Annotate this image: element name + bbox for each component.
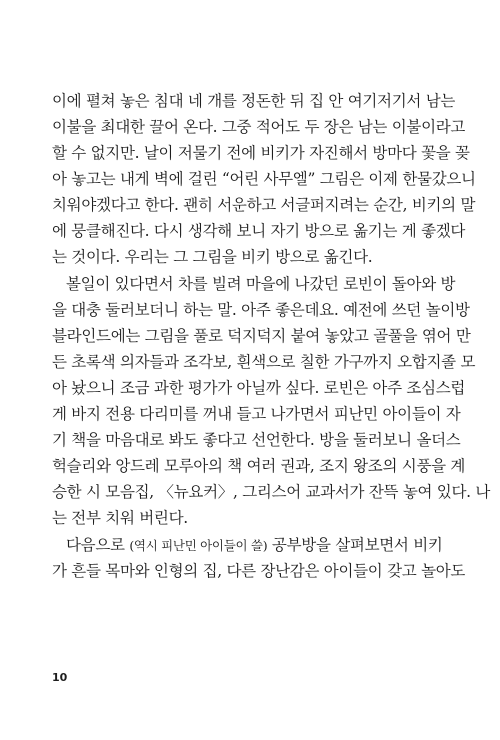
- text-line-18-start: 다음으로: [66, 536, 125, 554]
- text-line-17: 는 전부 치워 버린다.: [52, 509, 188, 527]
- text-line-18: [52, 535, 443, 555]
- page-number: 10: [52, 671, 68, 684]
- text-line-15: 헉슬리와 앙드레 모루아의 책 여러 권과, 조지 왕조의 시풍을 계: [52, 457, 466, 475]
- text-line-16: 승한 시 모음집, 〈뉴요커〉, 그리스어 교과서가 잔뜩 놓여 있다. 나: [52, 483, 491, 501]
- text-line-9: 을 대충 둘러보더니 하는 말. 아주 좋은데요. 예전에 쓰던 놀이방: [52, 301, 470, 319]
- text-line-6: 에 뭉클해진다. 다시 생각해 보니 자기 방으로 옮기는 게 좋겠다: [52, 222, 466, 240]
- text-line-2: 이불을 최대한 끌어 온다. 그중 적어도 두 장은 남는 이불이라고: [52, 118, 466, 136]
- text-line-8: 볼일이 있다면서 차를 빌려 마을에 나갔던 로빈이 돌아와 방: [66, 275, 456, 293]
- text-line-18-end: 공부방을 살펴보면서 비키: [271, 536, 443, 554]
- text-line-11: 든 초록색 의자들과 조각보, 흰색으로 칠한 가구까지 오합지졸 모: [52, 353, 476, 371]
- text-line-18-parenthetical: (역시 피난민 아이들이 쓸): [129, 538, 268, 553]
- text-line-1: 이에 펼쳐 놓은 침대 네 개를 정돈한 뒤 집 안 여기저기서 남는: [52, 92, 456, 110]
- text-line-19: 가 흔들 목마와 인형의 집, 다른 장난감은 아이들이 갖고 놀아도: [52, 562, 466, 580]
- text-line-10: 블라인드에는 그림을 풀로 덕지덕지 붙여 놓았고 골풀을 엮어 만: [52, 327, 471, 345]
- text-line-13: 게 바지 전용 다리미를 꺼내 들고 나가면서 피난민 아이들이 자: [52, 405, 461, 423]
- text-line-5: 치워야겠다고 한다. 괜히 서운하고 서글퍼지려는 순간, 비키의 말: [52, 196, 476, 214]
- text-line-7: 는 것이다. 우리는 그 그림을 비키 방으로 옮긴다.: [52, 248, 373, 266]
- text-line-3: 할 수 없지만. 날이 저물기 전에 비키가 자진해서 방마다 꽃을 꽂: [52, 144, 470, 162]
- text-line-4: 아 놓고는 내게 벽에 걸린 “어린 사무엘” 그림은 이제 한물갔으니: [52, 170, 476, 188]
- text-line-14: 기 책을 마음대로 봐도 좋다고 선언한다. 방을 둘러보니 올더스: [52, 431, 461, 449]
- text-line-12: 아 놨으니 조금 과한 평가가 아닐까 싶다. 로빈은 아주 조심스럽: [52, 379, 466, 397]
